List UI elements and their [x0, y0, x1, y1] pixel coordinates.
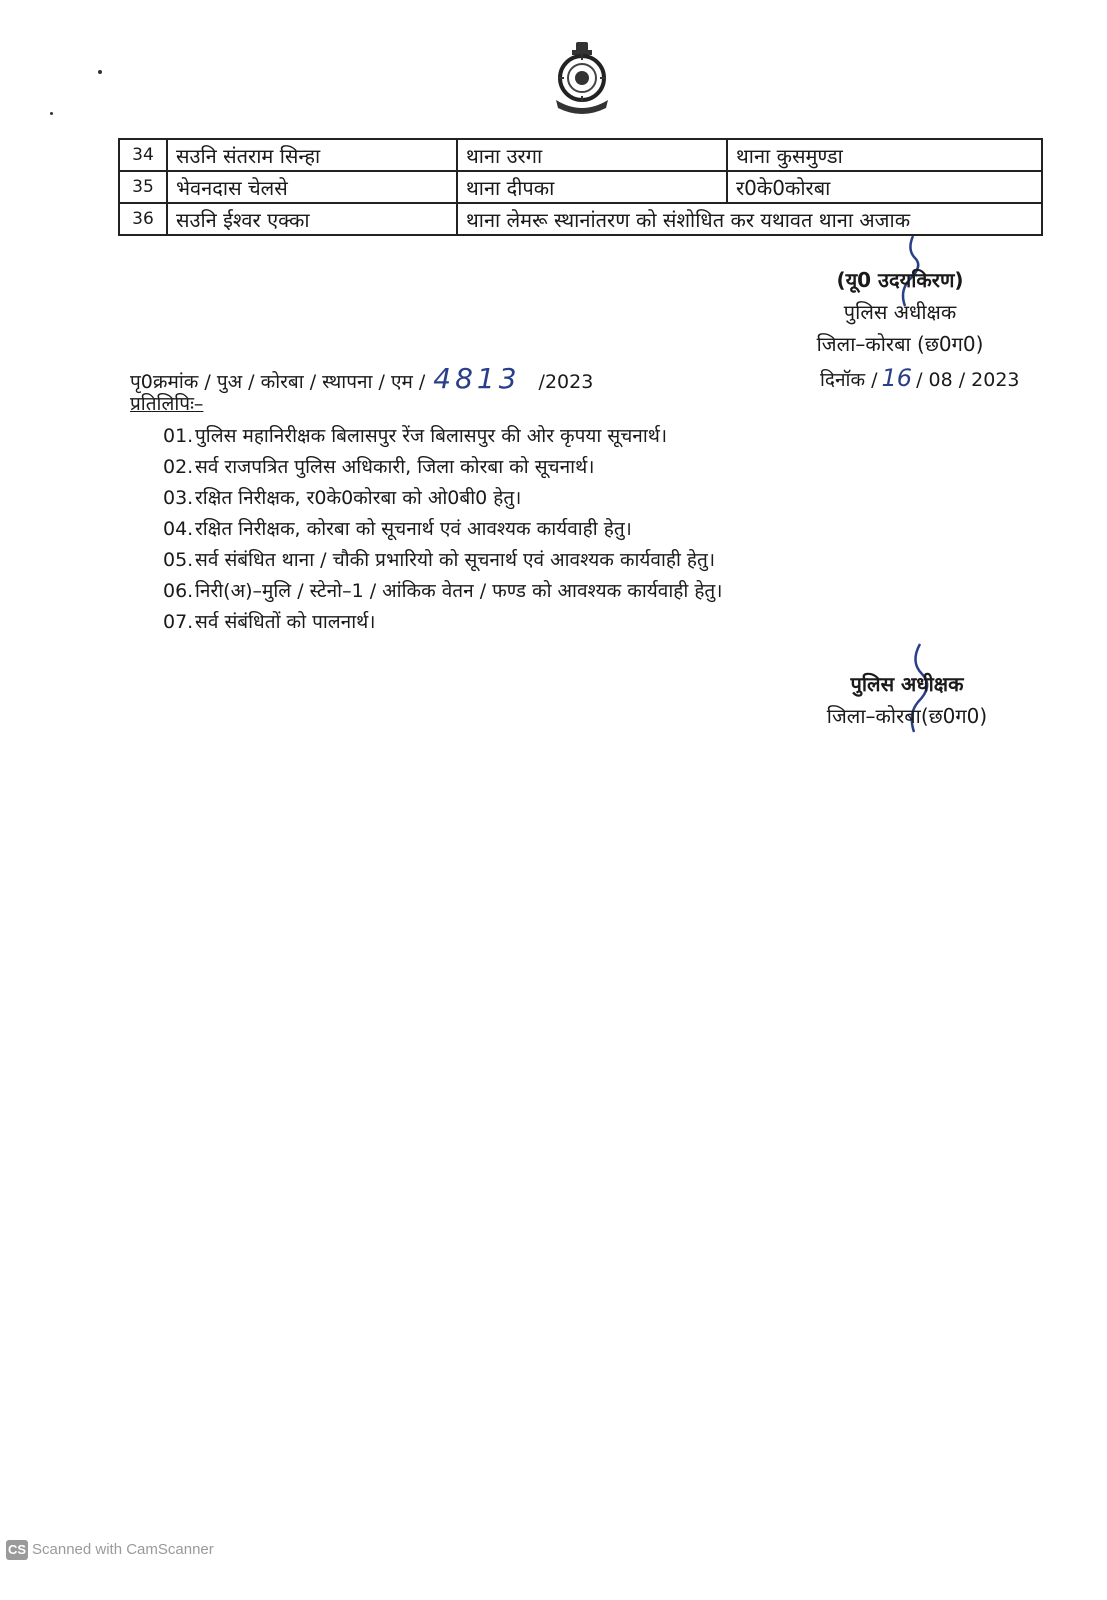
serial-number: 34 [119, 139, 167, 171]
item-number: 01. [163, 425, 194, 447]
cc-heading: प्रतिलिपिः– [130, 393, 204, 415]
cc-list [163, 421, 722, 638]
item-text: निरी(अ)–मुलि / स्टेनो–1 / आंकिक वेतन / फण्ड को आवश्यक कार्यवाही हेतु। [195, 580, 723, 602]
list-item [163, 514, 722, 545]
signatory-designation: पुलिस अधीक्षक [843, 300, 957, 324]
current-posting: थाना दीपका [457, 171, 727, 203]
date-rest: / 08 / 2023 [916, 369, 1020, 391]
item-text: रक्षित निरीक्षक, र0के0कोरबा को ओ0बी0 हेतु। [195, 487, 522, 509]
list-item [163, 421, 722, 452]
item-number: 03. [163, 487, 194, 509]
officer-name: सउनि ईश्वर एक्का [167, 203, 457, 235]
memo-number: 4813 [433, 362, 521, 395]
signatory-designation: पुलिस अधीक्षक [850, 672, 964, 696]
scanner-watermark [6, 1540, 214, 1560]
officer-name: भेवनदास चेलसे [167, 171, 457, 203]
serial-number: 35 [119, 171, 167, 203]
item-text: रक्षित निरीक्षक, कोरबा को सूचनार्थ एवं आवश्यक कार्यवाही हेतु। [195, 518, 632, 540]
scan-speck [98, 70, 102, 74]
date-day: 16 [881, 364, 913, 392]
watermark-text: Scanned with CamScanner [32, 1541, 214, 1558]
item-text: सर्व संबंधितों को पालनार्थ। [195, 611, 376, 633]
current-posting: थाना उरगा [457, 139, 727, 171]
item-number: 05. [163, 549, 194, 571]
signatory-district: जिला–कोरबा (छ0ग0) [816, 332, 984, 356]
memo-date [820, 364, 1020, 392]
new-posting: थाना कुसमुण्डा [727, 139, 1042, 171]
signatory-top [800, 264, 1000, 360]
new-posting: र0के0कोरबा [727, 171, 1042, 203]
table-row [119, 171, 1042, 203]
posting-remark: थाना लेमरू स्थानांतरण को संशोधित कर यथावत थाना अजाक [457, 203, 1042, 235]
officer-name: सउनि संतराम सिन्हा [167, 139, 457, 171]
list-item [163, 576, 722, 607]
scan-speck [50, 112, 53, 115]
item-text: सर्व संबंधित थाना / चौकी प्रभारियो को सूचनार्थ एवं आवश्यक कार्यवाही हेतु। [195, 549, 716, 571]
item-text: पुलिस महानिरीक्षक बिलासपुर रेंज बिलासपुर की ओर कृपया सूचनार्थ। [195, 425, 668, 447]
signatory-bottom [812, 668, 1002, 732]
signatory-name: (यू0 उदयकिरण) [836, 268, 964, 292]
memo-year: /2023 [538, 371, 594, 393]
date-label: दिनॉक / [820, 369, 878, 391]
item-number: 02. [163, 456, 194, 478]
list-item [163, 545, 722, 576]
camscanner-logo-icon: CS [6, 1540, 28, 1560]
item-number: 04. [163, 518, 194, 540]
serial-number: 36 [119, 203, 167, 235]
list-item [163, 607, 722, 638]
item-number: 06. [163, 580, 194, 602]
list-item [163, 483, 722, 514]
memo-prefix: पृ0क्रमांक / पुअ / कोरबा / स्थापना / एम / [130, 371, 426, 393]
table-row [119, 139, 1042, 171]
transfer-table [118, 138, 1043, 236]
list-item [163, 452, 722, 483]
item-number: 07. [163, 611, 194, 633]
signatory-district: जिला–कोरबा(छ0ग0) [826, 704, 988, 728]
item-text: सर्व राजपत्रित पुलिस अधिकारी, जिला कोरबा को सूचनार्थ। [195, 456, 595, 478]
state-emblem-icon [550, 40, 614, 116]
table-row [119, 203, 1042, 235]
